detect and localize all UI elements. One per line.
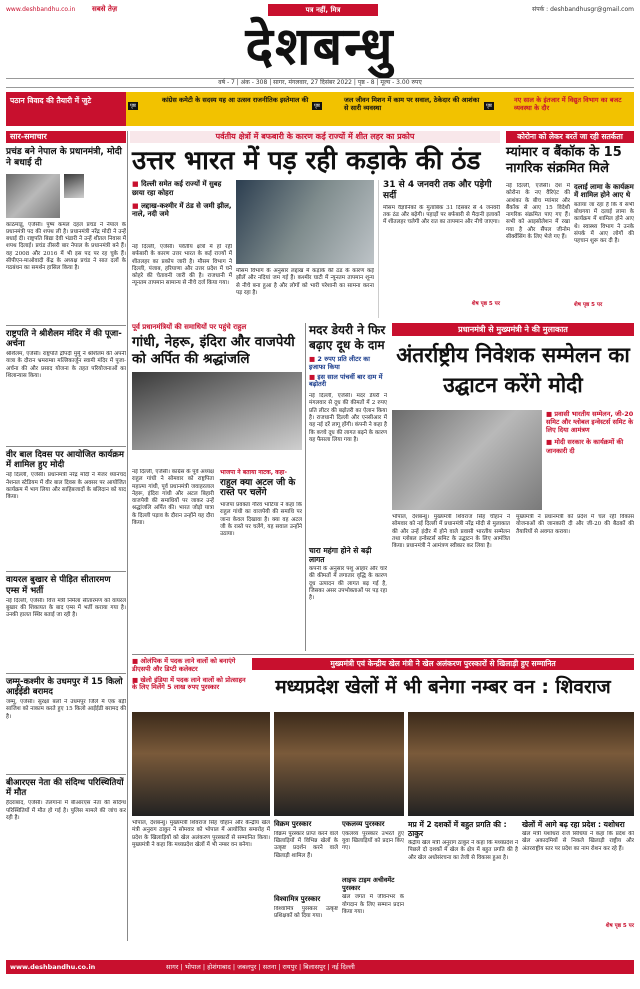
yashodhara-title: खेलों में आगे बढ़ रहा प्रदेश : यशोधरा (522, 820, 625, 829)
covid-sub-text: बताया जा रहा है कि ये सभी बोधगया में दलाई लामा के कार्यक्रम में शामिल होने आए थे। स्वास्थ्य विभाग ने उनके संपर्क में आए लोगों की पहचान शुरू कर दी है। (574, 201, 634, 245)
teaser-3[interactable]: जल जीवन मिशन में काम पर सवाल, ठेकेदार की आशंका से सारी व्यवस्था (344, 96, 480, 113)
teaser-1-page: पृष्ठ (130, 103, 136, 109)
thakur-text: केंद्रीय खेल मंत्री अनुराग ठाकुर ने कहा कि मध्यप्रदेश ने पिछले दो दशकों में खेल के क्षेत्र में बहुत प्रगति की है और खेल अधोसंरचना का तेजी से विकास हुआ है। (408, 840, 518, 861)
veer-bal-text: नई दिल्ली, एजेंसी। प्रधानमंत्री नरेंद्र मोदी ने मेजर ध्यानचंद नेशनल स्टेडियम में वीर बाल दिवस के अवसर पर आयोजित कार्यक्रम में भाग लिया और साहिबजादों के बलिदान को याद किया। (6, 472, 126, 501)
modi-inset-photo (64, 174, 84, 198)
teaser-2[interactable]: कांग्रेस कमेटी के सदस्य यह आ उत्सव राजनीतिक इस्तेमाल की (162, 96, 309, 104)
footer-website[interactable]: www.deshbandhu.co.in (10, 963, 96, 971)
cold-bullet-2: ■ लद्दाख-कश्मीर में ठंड से जमी झील, नाले, नदी जमे (132, 202, 232, 220)
left-column (6, 131, 126, 941)
sports-kicker: मुख्यमंत्री एवं केन्द्रीय खेल मंत्री ने खेल अलंकरण पुरस्कारों से खिलाड़ी हुए सम्मानित (252, 658, 634, 670)
yashodhara-section (522, 820, 634, 942)
invest-headline: अंतर्राष्ट्रीय निवेशक सम्मेलन का उद्घाटन करेंगे मोदी (396, 343, 630, 398)
lifetime-title: लाइफ टाइम अचीवमेंट पुरस्कार (342, 875, 395, 892)
award-photo-1 (132, 712, 270, 816)
sitharaman-text: नई दिल्ली, एजेंसी। वित्त मंत्री निर्मला सीतारमण को वायरल बुखार की शिकायत के बाद एम्स में भर्ती कराया गया है। उनकी हालत स्थिर बताई जा रही है। (6, 597, 126, 619)
brs-headline: बीआरएस नेता की संदिग्ध परिस्थितियों में मौत (6, 778, 124, 799)
bjp-text: भाजपा प्रवक्ता गौरव भाटिया ने कहा कि राहुल गांधी का वाजपेयी की समाधि पर जाना केवल दिखावा है। क्या वह अटल जी के रास्ते पर चलेंगे, यह सवाल उन्होंने उठाया। (220, 502, 302, 538)
milk-text: नई दिल्ली, एजेंसी। मदर डेयरी ने मंगलवार से दूध की कीमतों में 2 रुपए प्रति लीटर की बढ़ोतरी का ऐलान किया है। राजधानी दिल्ली और एनसीआर में यह नई दरें लागू होंगी। कंपनी ने कहा है कि कच्चे दूध की लागत बढ़ने के कारण यह फैसला लिया गया है। (309, 393, 387, 443)
invest-bullets (546, 410, 634, 510)
covid-story (506, 145, 634, 321)
sitharaman-headline: वायरल बुखार से पीड़ित सीतारमण एम्स में भर्ती (6, 575, 111, 596)
cold-side-title: 31 से 4 जनवरी तक और पड़ेगी सर्दी (383, 180, 492, 201)
covid-text: नई दिल्ली, एजेंसी। देश में कोरोना के नए वैरिएंट की आशंका के बीच म्यांमार और बैंकॉक से आए 15 विदेशी नागरिक संक्रमित पाए गए हैं। सभी को आइसोलेशन में रखा गया है और सैंपल जीनोम सीक्वेंसिंग के लिए भेजे गए हैं। (506, 183, 570, 240)
vikram-title: विक्रम पुरस्कार (274, 820, 312, 828)
top-strip (6, 4, 634, 18)
thakur-section (408, 820, 518, 942)
vikram-text: विक्रम पुरस्कार प्राप्त करने वाले खिलाड़ियों में विभिन्न खेलों के उत्कृष्ट प्रदर्शन करने वाले खिलाड़ी शामिल हैं। (274, 830, 338, 859)
rahul-text: नई दिल्ली, एजेंसी। कांग्रेस के पूर्व अध्यक्ष राहुल गांधी ने सोमवार को राष्ट्रपिता महात्मा गांधी, पूर्व प्रधानमंत्री जवाहरलाल नेहरू, इंदिरा गांधी और अटल बिहारी वाजपेयी की समाधियों पर जाकर उन्हें श्रद्धांजलि अर्पित की। भारत जोड़ो यात्रा के दिल्ली पड़ाव के दौरान उन्होंने यह दौरा किया। (132, 469, 214, 526)
cold-more[interactable]: शेष पृष्ठ 5 पर (471, 300, 500, 307)
vishwa-text: विश्वामित्र पुरस्कार उत्कृष्ट प्रशिक्षकों को दिया गया। (274, 905, 338, 919)
rahul-story (132, 323, 302, 651)
milk-headline: मदर डेयरी ने फिर बढ़ाए दूध के दाम (309, 323, 386, 352)
president-headline: राष्ट्रपति ने श्रीशैलम मंदिर में की पूजा-अर्चना (6, 328, 122, 349)
award-photo-3 (408, 712, 634, 816)
teaser-1[interactable]: पठान विवाद की तैयारी में जुटे (6, 92, 126, 126)
president-text: श्रीशैलम, एजेंसी। राष्ट्रपति द्रौपदी मुर्मू ने श्रीशैलम की अपनी यात्रा के दौरान भ्रमराम्बा मल्लिकार्जुन स्वामी मंदिर में पूजा-अर्चना की और प्रसाद योजना के तहत परियोजनाओं का शिलान्यास किया। (6, 350, 126, 379)
issue-info: वर्ष - 7 | अंक - 308 | सागर, मंगलवार, 27 दिसंबर 2022 | पृष्ठ - 8 | मूल्य - 3.00 रुपए (6, 78, 634, 88)
vishwa-title: विश्वामित्र पुरस्कार (274, 894, 321, 903)
sports-bullet-1: ■ ओलंपिक में पदक लाने वालों को बनाएंगे डीएसपी और डिप्टी कलेक्टर (132, 658, 248, 674)
section-rule (132, 654, 634, 655)
cold-headline: उत्तर भारत में पड़ रही कड़ाके की ठंड (132, 146, 481, 176)
modi-shivraj-photo (392, 410, 542, 510)
prachanda-photo (6, 174, 60, 218)
cold-sidebar (378, 180, 500, 318)
column-divider (127, 131, 128, 941)
udhampur-headline: जम्मू-कश्मीर के उधमपुर में 15 किलो आईईडी बरामद (6, 676, 123, 697)
yashodhara-text: खेल मंत्री यशोधरा राजे सिंधिया ने कहा कि प्रदेश की खेल अकादमियों से निकले खिलाड़ी राष्ट्रीय और अंतरराष्ट्रीय स्तर पर प्रदेश का नाम रोशन कर रहे हैं। (522, 831, 634, 852)
covid-headline: म्यांमार व बैंकॉक के 15 नागरिक संक्रमित मिले (506, 145, 622, 177)
teaser-2-page: पृष्ठ (314, 103, 320, 109)
invest-bullet-2: ■ मोदी सरकार के कार्यक्रमों की जानकारी दी (546, 438, 634, 454)
motto: पत्र नहीं, मित्र (268, 4, 378, 16)
milk-story (309, 323, 387, 651)
sports-bullet-2: ■ खेलो इंडिया में पदक लाने वालों को प्रोत्साहन के लिए मिलेंगे 5 लाख रुपए पुरस्कार (132, 677, 248, 693)
brs-text: हैदराबाद, एजेंसी। तेलंगाना में बीआरएस नेता की संदिग्ध परिस्थितियों में मौत हो गई है। पुलिस मामले की जांच कर रही है। (6, 800, 126, 821)
nepal-headline: प्रचंड बने नेपाल के प्रधानमंत्री, मोदी ने बधाई दी (6, 147, 122, 168)
footer-bar (6, 960, 634, 974)
milk-sub-text: कंपनी के अनुसार पशु आहार और चारे की कीमतों में लगातार वृद्धि के कारण दूध उत्पादन की लागत बढ़ गई है, जिसका असर उपभोक्ताओं पर पड़ रहा है। (309, 566, 387, 602)
teaser-4[interactable]: नए साल के इंतजार में विद्युत विभाग का बजट व्यवस्था के दौर (514, 96, 622, 113)
rahul-kicker: पूर्व प्रधानमंत्रियों की समाधियों पर पहुंचे राहुल (132, 323, 247, 331)
invest-text: भोपाल, देशबन्धु। मुख्यमंत्री शिवराज सिंह चौहान ने सोमवार को नई दिल्ली में प्रधानमंत्री नरेंद्र मोदी से मुलाकात की और उन्हें इंदौर में होने वाले प्रवासी भारतीय सम्मेलन तथा ग्लोबल इन्वेस्टर्स समिट के उद्घाटन के लिए आमंत्रित किया। प्रधानमंत्री ने आमंत्रण स्वीकार कर लिया है। (392, 514, 510, 550)
invest-text-2: मुख्यमंत्री ने प्रधानमंत्री को प्रदेश में चल रही विकास योजनाओं की जानकारी दी और जी-20 की बैठकों की तैयारियों से अवगत कराया। (516, 514, 634, 535)
sar-samachar-header: सार-समाचार (6, 131, 126, 143)
sports-text: भोपाल, देशबन्धु। मुख्यमंत्री शिवराज सिंह चौहान और केन्द्रीय खेल मंत्री अनुराग ठाकुर ने सोमवार को भोपाल में आयोजित समारोह में प्रदेश के खिलाड़ियों को खेल अलंकरण पुरस्कारों से सम्मानित किया। मुख्यमंत्री ने कहा कि मध्यप्रदेश खेलों में भी नम्बर वन बनेगा। (132, 820, 270, 848)
eklavya-section (342, 820, 404, 942)
website-link[interactable]: www.deshbandhu.co.in (6, 6, 76, 13)
contact-email[interactable]: संपर्क : deshbandhusgr@gmail.com (532, 6, 634, 13)
fog-photo (236, 180, 374, 264)
bjp-headline: राहुल क्या अटल जी के रास्ते पर चलेंगे (220, 477, 296, 499)
cold-side-text: मौसम वैज्ञानिकों के मुताबिक 31 दिसंबर से 4 जनवरी तक ठंड और बढ़ेगी। पहाड़ों पर बर्फबारी से मैदानी इलाकों में शीतलहर चलेगी और रात का तापमान और नीचे जाएगा। (383, 204, 500, 226)
award-photo-2 (274, 712, 404, 816)
thakur-title: मप्र में 2 दशकों में बहुत प्रगति की : ठाकुर (408, 820, 507, 838)
milk-bullet-2: ■ इस साल पांचवीं बार दाम में बढ़ोतरी (309, 374, 387, 390)
vikram-section (274, 820, 338, 942)
milk-bullet-1: ■ 2 रुपए प्रति लीटर का इजाफा किया (309, 356, 387, 372)
veer-bal-headline: वीर बाल दिवस पर आयोजित कार्यक्रम में शामिल हुए मोदी (6, 449, 124, 471)
teaser-bar (6, 92, 634, 126)
masthead-title: देशबन्धु (245, 17, 395, 77)
cold-text-1: नई दिल्ली, एजेंसी। पर्वतीय क्षेत्रों में हो रही बर्फबारी के कारण उत्तर भारत के कई राज्यों में शीतलहर का प्रकोप जारी है। मौसम विभाग ने दिल्ली, पंजाब, हरियाणा और उत्तर प्रदेश में घने कोहरे की चेतावनी जारी की है। राजधानी में न्यूनतम तापमान सामान्य से नीचे दर्ज किया गया। (132, 244, 232, 287)
footer-cities: सागर | भोपाल | होशंगाबाद | जबलपुर | सतना | रायपुर | बिलासपुर | नई दिल्ली (166, 963, 355, 971)
invest-kicker: प्रधानमंत्री से मुख्यमंत्री ने की मुलाकात (392, 323, 634, 336)
cold-bullet-1: ■ दिल्ली समेत कई राज्यों में सुबह छाया रहा कोहरा (132, 180, 232, 198)
sports-side-bullets (132, 658, 248, 710)
cold-bullets (132, 180, 232, 240)
sports-headline: मध्यप्रदेश खेलों में भी बनेगा नम्बर वन : शिवराज (275, 676, 611, 698)
cold-text-2: मौसम विभाग के अनुसार लद्दाख में कड़ाके की ठंड के कारण कई झीलें और नदियां जम गई हैं। कश्मीर घाटी में न्यूनतम तापमान शून्य से नीचे बना हुआ है और लोगों को भारी परेशानी का सामना करना पड़ रहा है। (236, 268, 374, 296)
bjp-kicker: भाजपा ने बताया नाटक, कहा- (220, 469, 287, 476)
nepal-text: काठमांडू, एजेंसी। पुष्प कमल दहल प्रचंड ने नेपाल के प्रधानमंत्री पद की शपथ ली है। प्रधानमंत्री नरेंद्र मोदी ने उन्हें बधाई दी। राष्ट्रपति बिद्या देवी भंडारी ने उन्हें शीतल निवास में शपथ दिलाई। प्रचंड तीसरी बार नेपाल के प्रधानमंत्री बने हैं। वह 2008 और 2016 में भी इस पद पर रह चुके हैं। सीपीएन-माओवादी केंद्र के अध्यक्ष प्रचंड ने सात दलों के गठबंधन का समर्थन हासिल किया है। (6, 221, 126, 272)
tagline-left: सबसे तेज़ (92, 5, 118, 13)
covid-sub-title: दलाई लामा के कार्यक्रम में शामिल होने आए थे (574, 183, 634, 200)
column-divider-2 (305, 323, 306, 651)
rahul-headline: गांधी, नेहरू, इंदिरा और वाजपेयी को अर्पित की श्रद्धांजलि (132, 334, 295, 368)
eklavya-title: एकलव्य पुरस्कार (342, 820, 385, 828)
lifetime-text: खेल जगत में जीवनभर के योगदान के लिए सम्मान प्रदान किया गया। (342, 894, 404, 915)
cold-kicker: पर्वतीय क्षेत्रों में बफबारी के कारण कई राज्यों में शीत लहर का प्रकोप (130, 131, 500, 143)
covid-more[interactable]: शेष पृष्ठ 5 पर (574, 301, 603, 308)
rahul-photo (132, 372, 302, 450)
eklavya-text: एकलव्य पुरस्कार उभरते हुए युवा खिलाड़ियों को प्रदान किए गए। (342, 830, 404, 852)
milk-sub-title: चारा महंगा होने से बढ़ी लागत (309, 546, 372, 565)
sports-more[interactable]: शेष पृष्ठ 5 पर (605, 923, 634, 929)
covid-kicker: कोरोना को लेकर बरतें जा रही सतर्कता (506, 131, 634, 143)
udhampur-text: जम्मू, एजेंसी। सुरक्षा बलों ने उधमपुर जिले में एक बड़ी साजिश को नाकाम करते हुए 15 किलो आईईडी बरामद की है। (6, 699, 126, 720)
teaser-3-page: पृष्ठ (486, 103, 492, 109)
invest-bullet-1: ■ प्रवासी भारतीय सम्मेलन, जी-20 समिट और ग्लोबल इन्वेस्टर्स समिट के लिए दिया आमंत्रण (546, 410, 634, 434)
